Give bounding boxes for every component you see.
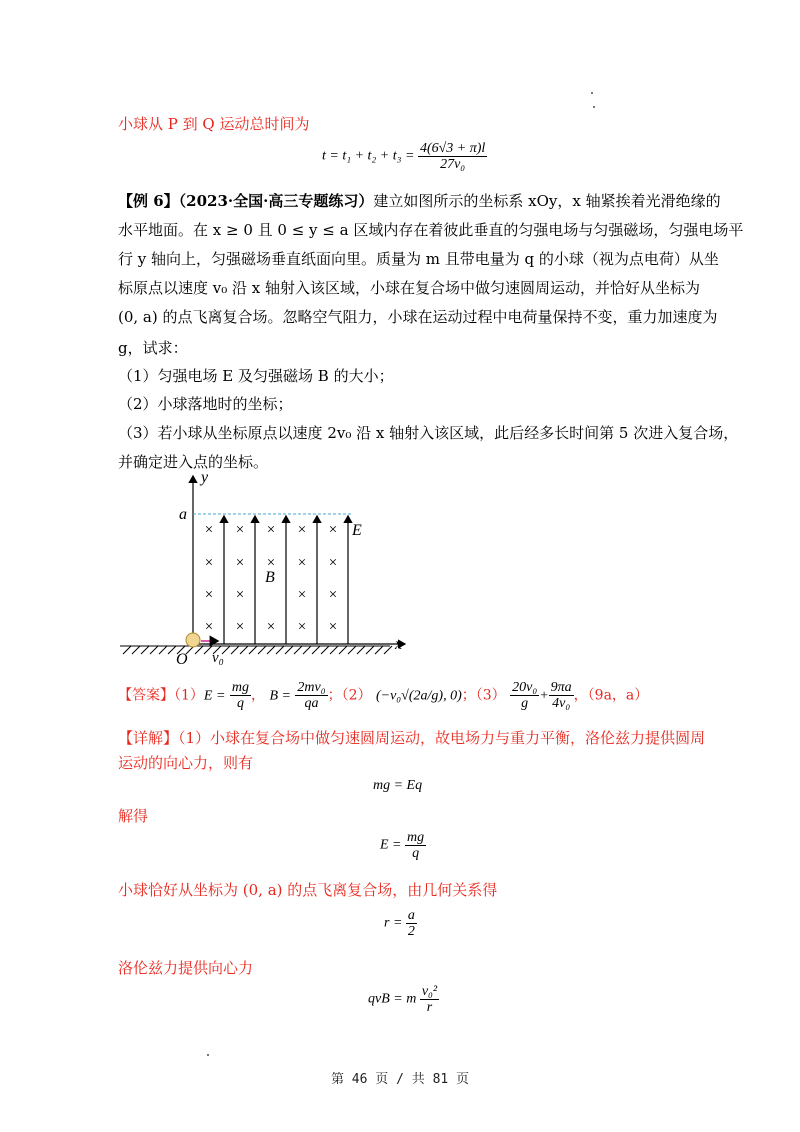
svg-text:×: × [328, 619, 338, 635]
svg-text:×: × [328, 555, 338, 571]
numerator: 9πa [550, 680, 572, 695]
intro-line: 小球从 P 到 Q 运动总时间为 [118, 115, 310, 133]
svg-text:×: × [266, 619, 276, 635]
fraction [510, 680, 539, 711]
numerator: mg [407, 830, 425, 845]
hatch-mark [231, 646, 239, 654]
fraction [418, 141, 487, 172]
answer-E-lhs: E = [203, 688, 226, 704]
detail-line: 小球恰好从坐标为 (0, a) 的点飞离复合场，由几何关系得 [118, 881, 498, 899]
hatch-mark [375, 646, 383, 654]
answer-part: ；（2） [327, 687, 372, 704]
svg-text:×: × [235, 587, 245, 603]
hatch-mark [267, 646, 275, 654]
svg-text:×: × [204, 619, 214, 635]
hatch-mark [168, 646, 176, 654]
hatch-mark [249, 646, 257, 654]
question-1: （1）匀强电场 E 及匀强磁场 B 的大小； [118, 367, 394, 385]
total-time-equation [322, 141, 487, 172]
fraction [405, 830, 426, 861]
hatch-mark [339, 646, 347, 654]
hatch-mark [240, 646, 248, 654]
hatch-mark [285, 646, 293, 654]
detail-text: （1）小球在复合场中做匀速圆周运动，故电场力与重力平衡，洛伦兹力提供圆周 [178, 729, 706, 747]
svg-text:×: × [235, 619, 245, 635]
numerator: mg [231, 680, 249, 695]
v0-label: v₀ [212, 650, 224, 666]
a-label: a [179, 506, 187, 523]
answer-point: （9a，a） [587, 687, 649, 704]
detail-line: 解得 [118, 807, 149, 825]
hatch-mark [195, 646, 203, 654]
numerator: 20v₀ [512, 680, 538, 695]
stray-dot [593, 106, 595, 108]
hatch-mark [276, 646, 284, 654]
B-label: B [265, 569, 275, 586]
denominator: q [412, 846, 420, 861]
svg-text:×: × [204, 522, 214, 538]
example-line: g，试求： [118, 339, 188, 357]
equation-E [380, 830, 426, 861]
eq-lhs: E = [380, 837, 402, 853]
hatch-mark [312, 646, 320, 654]
fraction [420, 984, 439, 1015]
numerator: 4(6√3 + π)l [419, 141, 486, 156]
svg-text:×: × [204, 555, 214, 571]
hatch-mark [123, 646, 131, 654]
example-line: 行 y 轴向上，匀强磁场垂直纸面向里。质量为 m 且带电量为 q 的小球（视为点电荷）从坐 [118, 250, 719, 268]
svg-text:×: × [204, 587, 214, 603]
eq-lhs: r = [384, 915, 403, 931]
field-diagram [115, 468, 415, 668]
ball [186, 633, 200, 647]
denominator: g [521, 696, 529, 711]
page-footer: 第 46 页 / 共 81 页 [330, 1072, 470, 1087]
hatch-mark [204, 646, 212, 654]
hatch-mark [294, 646, 302, 654]
hatch-mark [150, 646, 158, 654]
detail-first-line [118, 728, 706, 748]
hatch-mark [357, 646, 365, 654]
equation-lorentz [368, 984, 439, 1015]
fraction [549, 680, 574, 711]
fraction [295, 680, 327, 711]
answer-part: ；（3） [461, 687, 506, 704]
denominator: 27v₀ [440, 157, 466, 172]
equation-radius [384, 908, 417, 939]
svg-text:×: × [297, 555, 307, 571]
eq-lhs: qvB = m [368, 991, 417, 1007]
hatch-mark [366, 646, 374, 654]
svg-text:×: × [297, 619, 307, 635]
hatch-mark [132, 646, 140, 654]
svg-text:×: × [297, 522, 307, 538]
detail-line: 运动的向心力，则有 [118, 754, 254, 772]
question-2: （2）小球落地时的坐标； [118, 395, 293, 413]
hatch-mark [159, 646, 167, 654]
question-3: （3）若小球从坐标原点以速度 2v₀ 沿 x 轴射入该区域，此后经多长时间第 5 次进入复合场， [118, 424, 739, 442]
example-line: 水平地面。在 x ≥ 0 且 0 ≤ y ≤ a 区域内存在着彼此垂直的匀强电场与匀强磁场，匀强电场平 [118, 221, 744, 239]
answer-tag: 【答案】 [118, 687, 174, 704]
svg-text:×: × [297, 587, 307, 603]
example-first-line [118, 191, 721, 211]
y-axis-label: y [201, 469, 209, 486]
svg-text:×: × [235, 522, 245, 538]
hatch-mark [330, 646, 338, 654]
answer-B-lhs: B = [269, 688, 291, 704]
denominator: qa [304, 696, 319, 711]
numerator: v₀² [421, 984, 438, 999]
hatch-mark [384, 646, 392, 654]
denominator: 2 [407, 924, 415, 939]
example-line: (0, a) 的点飞离复合场。忽略空气阻力，小球在运动过程中电荷量保持不变，重力加速度为 [118, 308, 718, 326]
example-line: 标原点以速度 v₀ 沿 x 轴射入该区域，小球在复合场中做匀速圆周运动，并恰好从坐标为 [118, 279, 701, 297]
hatch-mark [258, 646, 266, 654]
example-tag: 【例 6】 [118, 192, 179, 210]
answer-coordinate: (−v₀√(2a/g), 0) [375, 688, 462, 704]
hatch-mark [348, 646, 356, 654]
svg-text:×: × [235, 555, 245, 571]
denominator: 4v₀ [552, 696, 571, 711]
answer-part: （1） [174, 687, 204, 704]
svg-text:×: × [266, 555, 276, 571]
question-3-cont: 并确定进入点的坐标。 [118, 453, 269, 471]
fraction [406, 908, 417, 939]
x-axis-label: x [395, 636, 403, 653]
hatch-mark [303, 646, 311, 654]
svg-text:×: × [328, 522, 338, 538]
hatch-mark [321, 646, 329, 654]
stray-dot [207, 1054, 209, 1056]
answer-line: 【答案】（1）E = $\frac{mg}{q}$ ， B = $\frac{\text{2mv₀}}{qa}$ ；（2） (−v₀√(2a/g), 0)；（3） $\frac{\text{20v₀}}{g}$ + $\frac{9\pi a}{\text{4v₀}}$ ，（9a，a） [118, 680, 649, 711]
svg-text:×: × [328, 587, 338, 603]
numerator: a [407, 908, 415, 923]
ground-hatch [120, 646, 392, 654]
fraction [230, 680, 251, 711]
E-label: E [352, 522, 362, 539]
detail-tag: 【详解】 [118, 729, 179, 747]
denominator: q [236, 696, 244, 711]
numerator: 2mv₀ [297, 680, 326, 695]
svg-text:×: × [266, 522, 276, 538]
example-text: 建立如图所示的坐标系 xOy，x 轴紧挨着光滑绝缘的 [373, 192, 721, 210]
origin-label: O [176, 651, 188, 668]
equation-force-balance: mg = Eq [373, 778, 423, 793]
stray-dot [591, 92, 593, 94]
example-source: （2023·全国·高三专题练习） [178, 192, 374, 210]
eq-lhs: t = t₁ + t₂ + t₃ = [322, 148, 415, 164]
hatch-mark [141, 646, 149, 654]
detail-line: 洛伦兹力提供向心力 [118, 959, 254, 977]
denominator: r [426, 1000, 433, 1015]
